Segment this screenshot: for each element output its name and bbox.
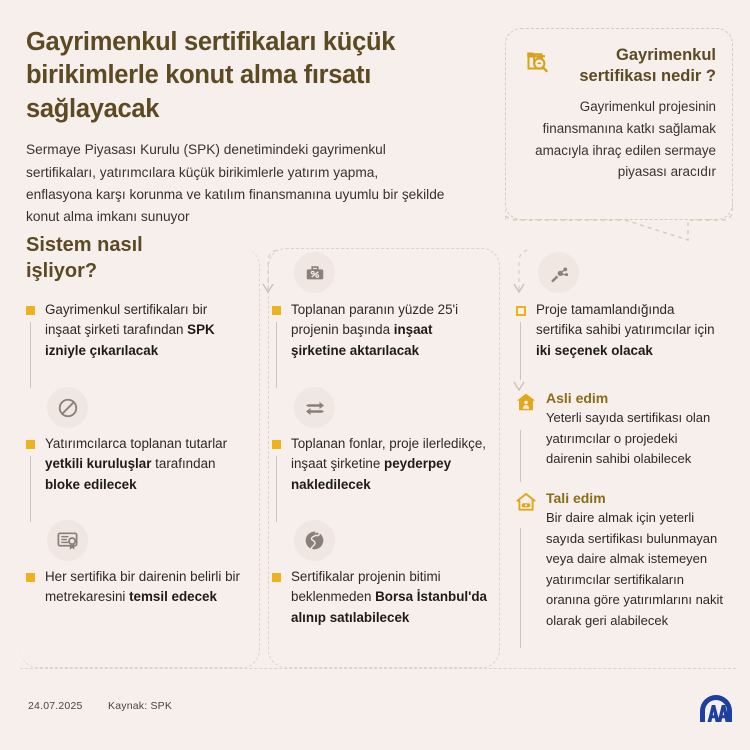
celebration-icon [538,252,579,293]
page-subtitle: Sermaye Piyasası Kurulu (SPK) denetimindeki gayrimenkul sertifikaları, yatırımcılara küçük birikimlerle yatırım yapma, enflasyona karşı korunma ve katılım finansmanına uyumlu bir şekilde konut alma imkanı sunuyor [26,142,445,225]
briefcase-percent-icon [294,252,335,293]
page-title: Gayrimenkul sertifikaları küçük birikimlerle konut alma fırsatı sağlayacak [26,28,396,123]
callout-body: Gayrimenkul projesinin finansmanına katkı sağlamak amacıyla ihraç edilen sermaye piyasası aracıdır [535,99,716,180]
step-text: Toplanan paranın yüzde 25'i projenin başında inşaat şirketine aktarılacak [291,302,459,358]
house-person-icon [515,391,537,418]
option-asli-edim [515,390,720,470]
bullet-marker [272,306,281,315]
connector-line [276,456,277,522]
connector-line [30,456,31,522]
house-cash-icon [515,491,537,518]
aa-logo [696,692,736,731]
step-1-3 [26,567,246,608]
prohibited-icon [47,387,88,428]
step-2-2 [272,434,490,495]
option-body: Yeterli sayıda sertifikası olan yatırımcılar o projedeki dairenin sahibi olabilecek [546,410,711,467]
step-2-1 [272,300,490,361]
footer-divider [20,668,736,669]
footer-date: 24.07.2025 [28,700,83,712]
connector-line [276,322,277,388]
step-text: Her sertifika bir dairenin belirli bir metrekaresini temsil edecek [45,569,240,605]
document-search-icon [522,46,552,81]
option-text-block [546,390,720,470]
bullet-marker [272,440,281,449]
callout-title: Gayrimenkul sertifikası nedir ? [579,46,716,86]
step-2-3 [272,567,490,628]
step-text: Gayrimenkul sertifikaları bir inşaat şirketi tarafından SPK izniyle çıkarılacak [45,302,215,358]
step-1-1 [26,300,246,361]
option-title: Asli edim [546,390,609,406]
option-title: Tali edim [546,490,606,506]
bullet-marker [272,573,281,582]
step-text: Toplanan fonlar, proje ilerledikçe, inşaat şirketine peyderpey nakledilecek [291,436,487,492]
definition-callout [505,28,733,220]
callout-header [522,45,716,87]
bullet-marker [26,440,35,449]
connector-line [520,528,521,648]
step-text: Sertifikalar projenin bitimi beklenmeden Borsa İstanbul'da alınıp satılabilecek [291,569,487,625]
certificate-icon [47,520,88,561]
header [26,26,446,228]
step-text: Yatırımcılarca toplanan tutarlar yetkili kuruluşlar tarafından bloke edilecek [45,436,228,492]
bullet-marker [516,306,526,316]
option-body: Bir daire almak için yeterli sayıda sertifikası bulunmayan veya daire almak istemeyen yatırımcılar sertifikaların oranına göre yatırımlarını nakit olarak geri alabilecek [546,510,724,628]
option-tali-edim [515,490,725,631]
bullet-marker [26,573,35,582]
section-title: Sistem nasıl işliyor? [26,234,143,282]
connector-line [520,430,521,482]
step-1-2 [26,434,248,495]
step-text: Proje tamamlandığında sertifika sahibi yatırımcılar için iki seçenek olacak [536,302,715,358]
globe-icon [294,520,335,561]
connector-line [520,322,521,380]
footer-source: Kaynak: SPK [108,700,173,712]
option-text-block [546,490,725,631]
step-3-1 [516,300,716,361]
connector-line [30,322,31,388]
bullet-marker [26,306,35,315]
transfer-arrows-icon [294,387,335,428]
